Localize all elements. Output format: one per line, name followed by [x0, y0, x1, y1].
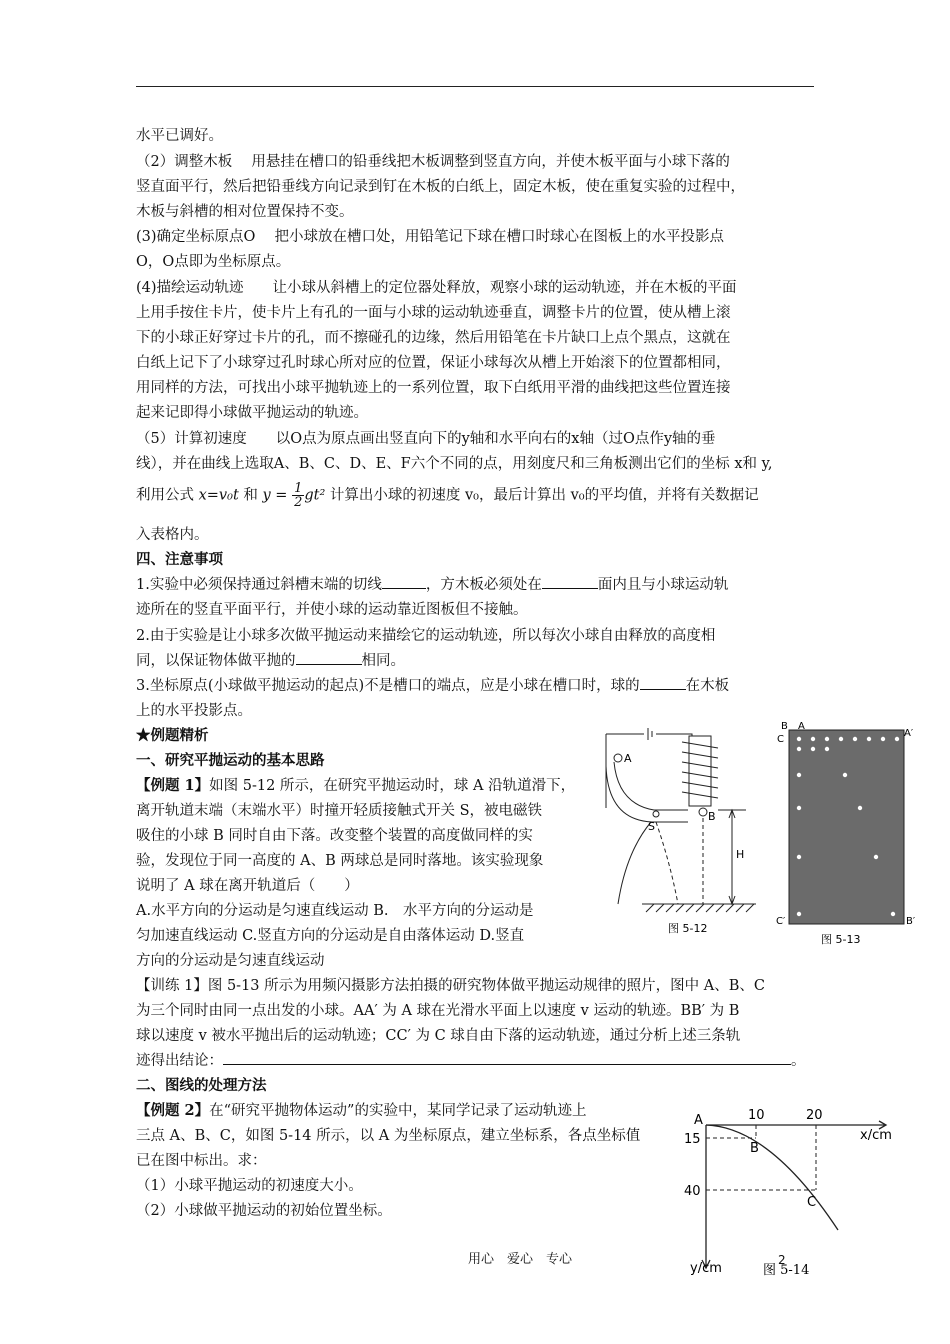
training-text: 。	[791, 1053, 806, 1069]
formula-gt: gt²	[304, 487, 326, 504]
label-a: A	[624, 752, 632, 765]
text-line: 为三个同时由同一点出发的小球。AA′ 为 A 球在光滑水平面上以速度 v 运动的轨迹。BB′ 为 B	[136, 1003, 740, 1019]
example-2-line	[136, 1099, 586, 1123]
example-text: 如图 5-12 所示，在研究平抛运动时，球 A 沿轨道滑下，	[209, 778, 576, 794]
note-text: 1.实验中必须保持通过斜槽末端的切线	[136, 577, 382, 593]
text-line: 迹所在的竖直平面平行，并使小球的运动靠近图板但不接触。	[136, 602, 528, 618]
note-text: 同，以保证物体做平抛的	[136, 653, 296, 669]
fill-blank[interactable]	[542, 574, 598, 589]
trajectory-a	[656, 822, 678, 904]
stand-curve	[618, 822, 651, 904]
tick-y-40: 40	[684, 1184, 701, 1199]
text-line: A.水平方向的分运动是匀速直线运动 B. 水平方向的分运动是	[136, 903, 534, 919]
fraction-numerator: 1	[294, 481, 303, 496]
text-line: （2）调整木板 用悬挂在槽口的铅垂线把木板调整到竖直方向，并使木板平面与小球下落的	[136, 154, 730, 170]
label-c: C	[777, 734, 784, 745]
battery-icon	[606, 728, 692, 740]
text-line: 下的小球正好穿过卡片的孔，而不擦碰孔的边缘，然后用铅笔在卡片缺口上点个黑点，这就在	[136, 330, 731, 346]
switch-s	[653, 811, 659, 817]
section-heading: 四、注意事项	[136, 551, 223, 568]
text-line: (3)确定坐标原点O 把小球放在槽口处，用铅笔记下球在槽口时球心在图板上的水平投影点	[136, 229, 725, 245]
text-line: （1）小球平抛运动的初速度大小。	[136, 1178, 363, 1194]
text-line: 白纸上记下了小球穿过孔时球心所对应的位置，保证小球每次从槽上开始滚下的位置都相同，	[136, 355, 731, 371]
label-b-prime: B′	[906, 916, 916, 927]
part2-title: 二、图线的处理方法	[136, 1077, 267, 1094]
ball-b	[699, 808, 707, 816]
figure-5-14	[680, 1100, 910, 1282]
figure-caption: 图 5-13	[821, 933, 861, 946]
text-line: 2.由于实验是让小球多次做平抛运动来描绘它的运动轨迹，所以每次小球自由释放的高度相	[136, 628, 716, 644]
figure-caption: 图 5-12	[668, 922, 708, 934]
text-line: 上的水平投影点。	[136, 703, 252, 719]
text-line: 起来记即得小球做平抛运动的轨迹。	[136, 405, 368, 421]
text-line: （2）小球做平抛运动的初始位置坐标。	[136, 1203, 392, 1219]
label-c-prime: C′	[776, 916, 786, 927]
label-a-prime: A′	[904, 728, 914, 739]
text-line: 上用手按住卡片，使卡片上有孔的一面与小球的运动轨迹垂直，调整卡片的位置，使从槽上滚	[136, 305, 731, 321]
track-lower	[606, 766, 688, 822]
ball-a	[614, 754, 622, 762]
text-line: 吸住的小球 B 同时自由下落。改变整个装置的高度做同样的实	[136, 828, 533, 844]
note-text: 在木板	[685, 678, 730, 694]
training-text: 图 5-13 所示为用频闪摄影方法拍摄的研究物体做平抛运动规律的照片，图中 A、B、C	[207, 978, 765, 994]
formula-and: 和	[238, 487, 263, 504]
training-1-line	[136, 974, 765, 998]
answer-blank[interactable]	[223, 1050, 791, 1065]
note-text: 3.坐标原点(小球做平抛运动的起点)不是槽口的端点，应是小球在槽口时，球的	[136, 678, 640, 694]
example-1-line	[136, 774, 575, 798]
label-h: H	[736, 848, 745, 861]
footer-text: 用心 爱心 专心	[468, 1252, 573, 1267]
track-upper	[614, 762, 688, 810]
training-answer-line	[136, 1049, 806, 1073]
trajectory-curve	[706, 1125, 838, 1230]
tick-x-20: 20	[806, 1108, 823, 1123]
examples-title: ★例题精析	[136, 727, 209, 744]
label-b: B	[750, 1141, 759, 1156]
figure-5-12	[596, 722, 766, 934]
text-line: 方向的分运动是匀速直线运动	[136, 953, 325, 969]
photo-board	[789, 730, 904, 924]
text-line: 离开轨道末端（末端水平）时撞开轻质接触式开关 S，被电磁铁	[136, 803, 543, 819]
label-a: A	[798, 721, 805, 732]
example-tag: 【例题 1】	[136, 777, 210, 794]
text-line: 木板与斜槽的相对位置保持不变。	[136, 204, 354, 220]
coil-icon	[682, 742, 718, 798]
text-line: 竖直面平行，然后把铅垂线方向记录到钉在木板的白纸上，固定木板，使在重复实验的过程中，	[136, 179, 745, 195]
text-line: O，O点即为坐标原点。	[136, 254, 291, 270]
label-b: B	[781, 721, 788, 732]
formula-post: 计算出小球的初速度 v₀，最后计算出 v₀的平均值，并将有关数据记	[325, 487, 759, 504]
note-2	[136, 649, 405, 673]
text-line: 用同样的方法，可找出小球平抛轨迹上的一系列位置，取下白纸用平滑的曲线把这些位置连接	[136, 380, 731, 396]
note-3	[136, 674, 729, 698]
formula-pre: 利用公式	[136, 487, 199, 504]
label-b: B	[708, 810, 716, 823]
example-tag: 【例题 2】	[136, 1102, 210, 1119]
fill-blank[interactable]	[296, 650, 362, 665]
tick-x-10: 10	[748, 1108, 765, 1123]
fill-blank[interactable]	[640, 675, 686, 690]
tick-y-15: 15	[684, 1132, 701, 1147]
label-a: A	[694, 1113, 703, 1128]
text-line: 说明了 A 球在离开轨道后（ ）	[136, 878, 359, 894]
fraction-denominator: 2	[294, 495, 303, 510]
fill-blank[interactable]	[382, 574, 426, 589]
y-axis-label: y/cm	[690, 1261, 722, 1276]
note-1	[136, 573, 728, 597]
page-number: 2	[778, 1253, 786, 1267]
note-text: ，方木板必须处在	[425, 577, 542, 593]
text-line: 球以速度 v 被水平抛出后的运动轨迹；CC′ 为 C 球自由下落的运动轨迹，通过分析上述三条轨	[136, 1028, 741, 1044]
text-line: （5）计算初速度 以O点为原点画出竖直向下的y轴和水平向右的x轴（过O点作y轴的垂	[136, 431, 716, 447]
note-text: 面内且与小球运动轨	[597, 577, 729, 593]
figure-caption: 图 5-14	[763, 1263, 810, 1278]
label-s: S	[648, 820, 655, 833]
text-line: 入表格内。	[136, 527, 209, 543]
text-line: 已在图中标出。求：	[136, 1153, 267, 1169]
note-text: 相同。	[361, 653, 405, 669]
formula-x: x=v₀t	[198, 487, 239, 504]
text-line: 三点 A、B、C，如图 5-14 所示，以 A 为坐标原点，建立坐标系，各点坐标值	[136, 1128, 641, 1144]
text-line: 验，发现位于同一高度的 A、B 两球总是同时落地。该实验现象	[136, 853, 544, 869]
ground-hatching	[646, 904, 754, 912]
formula-line	[136, 482, 759, 509]
text-line: 线），并在曲线上选取A、B、C、D、E、F六个不同的点，用刻度尺和三角板测出它们的坐标 x和 y,	[136, 456, 773, 472]
training-text: 迹得出结论：	[136, 1053, 223, 1069]
text-line: 水平已调好。	[136, 128, 223, 144]
training-tag: 【训练 1】	[136, 978, 208, 994]
part1-title: 一、研究平抛运动的基本思路	[136, 752, 325, 769]
example-text: 在“研究平抛物体运动”的实验中，某同学记录了运动轨迹上	[209, 1103, 587, 1119]
x-axis-label: x/cm	[860, 1128, 892, 1143]
header-rule	[136, 86, 814, 87]
text-line: 匀加速直线运动 C.竖直方向的分运动是自由落体运动 D.竖直	[136, 928, 525, 944]
text-line: (4)描绘运动轨迹 让小球从斜槽上的定位器处释放，观察小球的运动轨迹，并在木板的平面	[136, 280, 737, 296]
figure-5-13	[776, 718, 926, 948]
label-c: C	[807, 1195, 817, 1210]
formula-y: y =	[262, 487, 288, 504]
fraction	[292, 482, 304, 509]
